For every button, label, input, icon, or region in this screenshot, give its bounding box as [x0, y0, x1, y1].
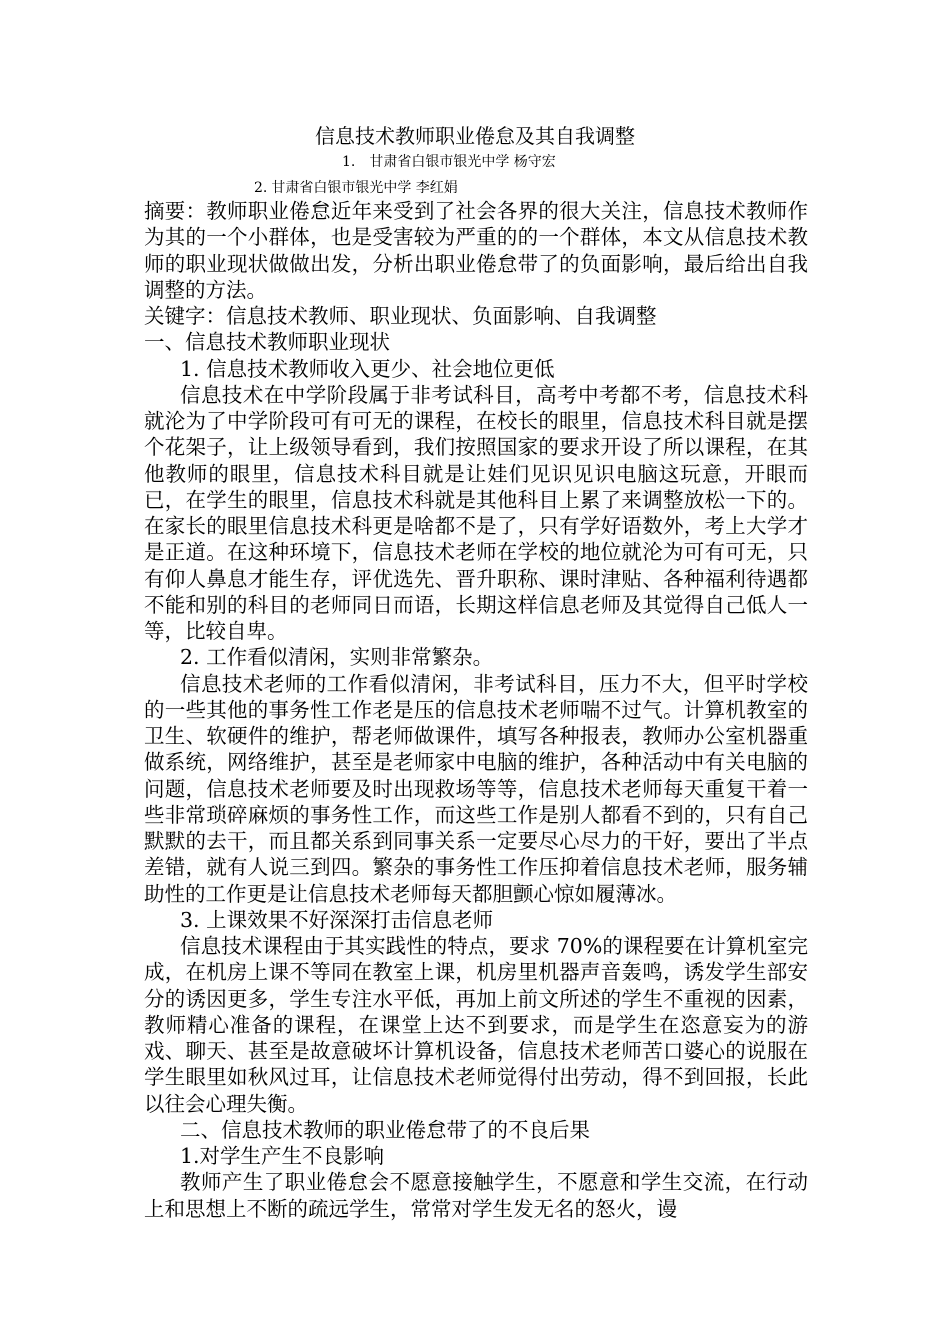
- abstract-paragraph: 摘要：教师职业倦怠近年来受到了社会各界的很大关注，信息技术教师作为其的一个小群体，也是受害较为严重的的一个群体，本文从信息技术教师的职业现状做做出发，分析出职业倦怠带了的负面影响，最后给出自我调整的方法。: [144, 199, 808, 302]
- document-body: [144, 198, 808, 1222]
- subsection-heading: 3. 上课效果不好深深打击信息老师: [180, 907, 494, 932]
- author-text: 甘肃省白银市银光中学 李红娟: [271, 180, 458, 196]
- subsection-heading: 2. 工作看似清闲，实则非常繁杂。: [180, 645, 494, 670]
- section-heading: 一、信息技术教师职业现状: [144, 330, 390, 355]
- author-text: 甘肃省白银市银光中学 杨守宏: [369, 154, 556, 170]
- body-paragraph: 信息技术老师的工作看似清闲，非考试科目，压力不大，但平时学校的一些其他的事务性工作老是压的信息技术老师喘不过气。计算机教室的卫生、软硬件的维护，帮老师做课件，填写各种报表，教师办公室机器重做系统，网络维护，甚至是老师家中电脑的维护，各种活动中有关电脑的问题，信息技术老师要及时出现救场等等，信息技术老师每天重复干着一些非常琐碎麻烦的事务性工作，而这些工作是别人都看不到的，只有自己默默的去干，而且都关系到同事关系一定要尽心尽力的干好，要出了半点差错，就有人说三到四。繁杂的事务性工作压抑着信息技术老师，服务辅助性的工作更是让信息技术老师每天都胆颤心惊如履薄冰。: [144, 671, 808, 906]
- document-title: 信息技术教师职业倦怠及其自我调整: [315, 124, 635, 148]
- keywords-line: 关键字：信息技术教师、职业现状、负面影响、自我调整: [144, 304, 657, 328]
- subsection-heading: 1.对学生产生不良影响: [180, 1144, 385, 1168]
- subsection-heading: 1. 信息技术教师收入更少、社会地位更低: [180, 356, 555, 381]
- body-paragraph: 教师产生了职业倦怠会不愿意接触学生，不愿意和学生交流，在行动上和思想上不断的疏远学生，常常对学生发无名的怒火，谩: [144, 1170, 808, 1221]
- body-paragraph: 信息技术课程由于其实践性的特点，要求 70%的课程要在计算机室完成，在机房上课不等同在教室上课，机房里机器声音轰鸣，诱发学生部安分的诱因更多，学生专注水平低，再加上前文所述的学生不重视的因素，教师精心准备的课程，在课堂上达不到要求，而是学生在恣意妄为的游戏、聊天、甚至是故意破坏计算机设备，信息技术老师苦口婆心的说服在学生眼里如秋风过耳，让信息技术老师觉得付出劳动，得不到回报，长此以往会心理失衡。: [144, 934, 808, 1116]
- author-line-2: [254, 178, 458, 198]
- section-heading: 二、信息技术教师的职业倦怠带了的不良后果: [180, 1117, 590, 1142]
- author-line-1: [342, 152, 556, 172]
- author-number: 1.: [342, 154, 356, 170]
- author-number: 2.: [254, 180, 268, 196]
- body-paragraph: 信息技术在中学阶段属于非考试科目，高考中考都不考，信息技术科就沦为了中学阶段可有可无的课程，在校长的眼里，信息技术科目就是摆个花架子，让上级领导看到，我们按照国家的要求开设了所以课程，在其他教师的眼里，信息技术科目就是让娃们见识见识电脑这玩意，开眼而已，在学生的眼里，信息技术科就是其他科目上累了来调整放松一下的。在家长的眼里信息技术科更是啥都不是了，只有学好语数外，考上大学才是正道。在这种环境下，信息技术老师在学校的地位就沦为可有可无，只有仰人鼻息才能生存，评优选先、晋升职称、课时津贴、各种福利待遇都不能和别的科目的老师同日而语，长期这样信息老师及其觉得自己低人一等，比较自卑。: [144, 382, 808, 643]
